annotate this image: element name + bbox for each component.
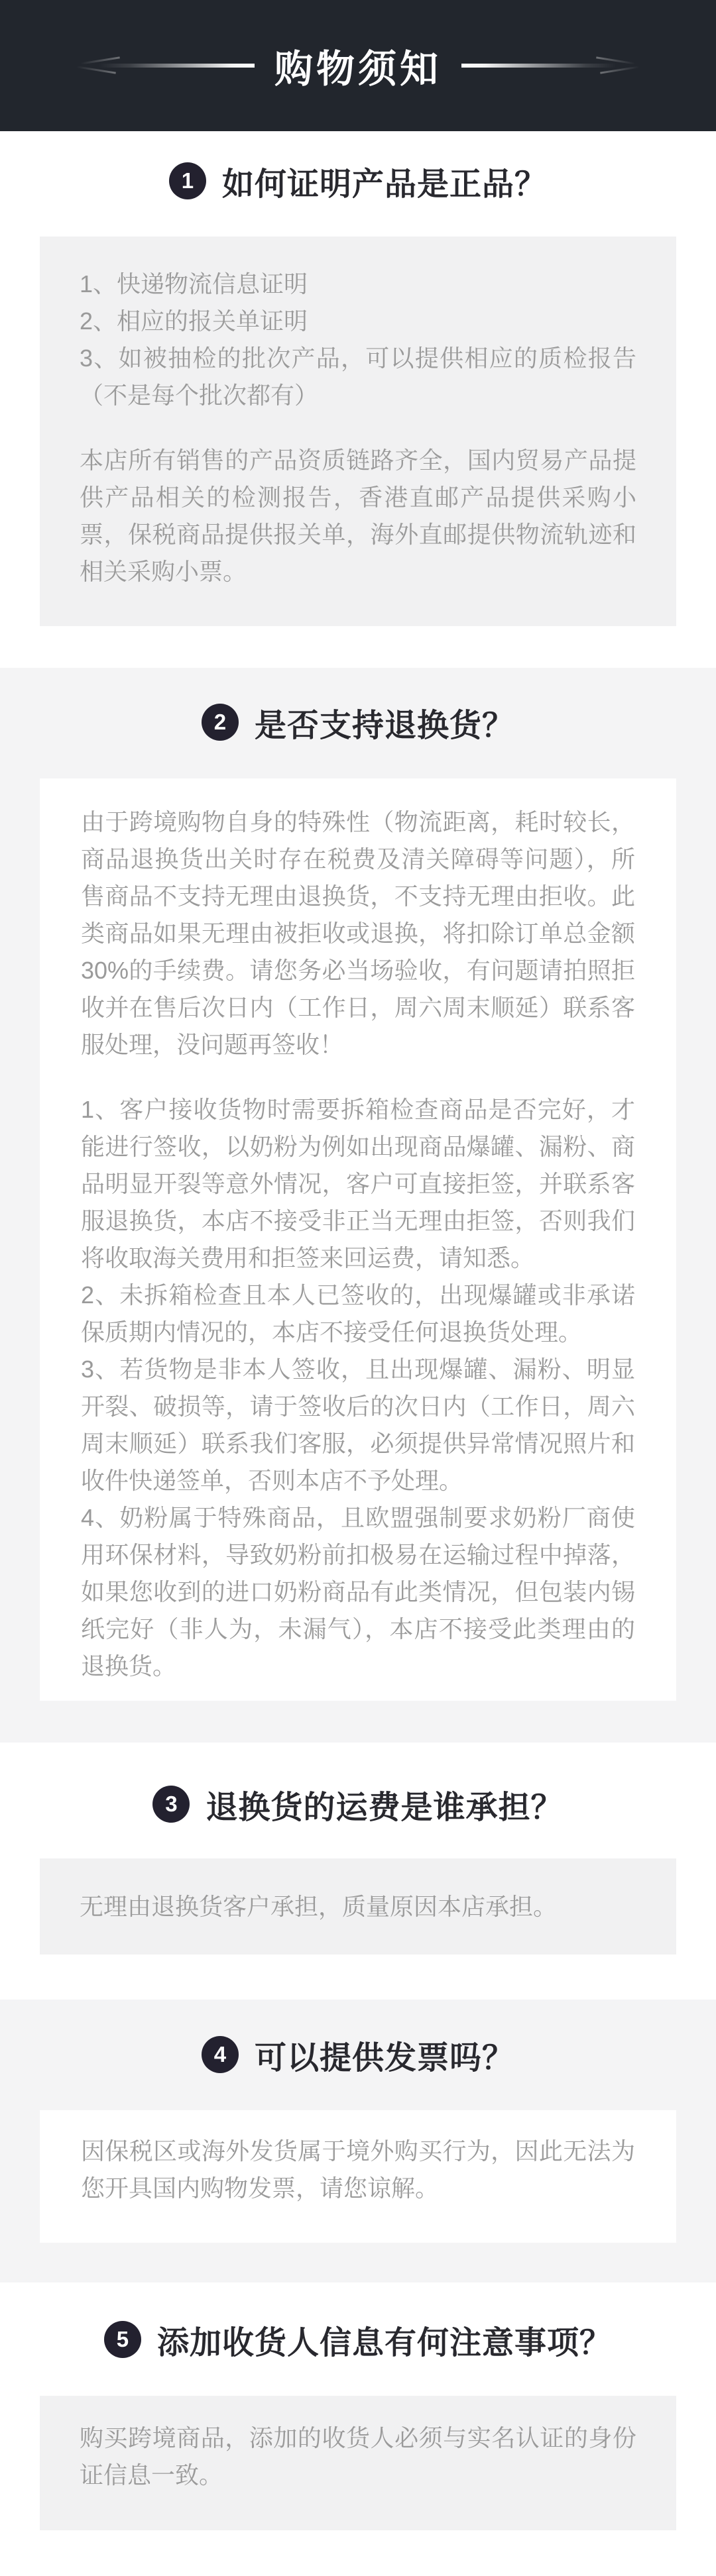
notice-text: 无理由退换货客户承担，质量原因本店承担。	[80, 1892, 558, 1920]
section-1-content-box	[40, 237, 676, 626]
notice-text: 因保税区或海外发货属于境外购买行为，因此无法为您开具国内购物发票，请您谅解。	[81, 2137, 635, 2202]
section-2-title: 是否支持退换货？	[254, 708, 514, 743]
section-1-title: 如何证明产品是正品？	[221, 166, 547, 202]
section-4-title: 可以提供发票吗？	[254, 2040, 514, 2076]
page-title: 购物须知	[274, 48, 442, 91]
section-3-title: 退换货的运费是谁承担？	[206, 1790, 564, 1825]
section-2-heading	[0, 703, 716, 741]
section-2-content-box	[40, 778, 676, 1701]
section-3-content-box	[40, 1858, 676, 1955]
section-4-heading	[0, 2035, 716, 2074]
number-badge-icon: 1	[169, 162, 206, 199]
section-5-heading	[0, 2320, 716, 2359]
number-badge-icon: 5	[104, 2321, 141, 2358]
section-5-content-box	[40, 2396, 676, 2530]
number-badge-icon: 3	[152, 1786, 190, 1823]
notice-text: 3、若货物是非本人签收，且出现爆罐、漏粉、明显开裂、破损等，请于签收后的次日内（工作日，周六周末顺延）联系我们客服，必须提供异常情况照片和收件快递签单，否则本店不予处理。	[81, 1356, 635, 1494]
number-badge-icon: 2	[202, 704, 239, 741]
section-4-content-box	[40, 2110, 676, 2243]
notice-text: 本店所有销售的产品资质链路齐全，国内贸易产品提供产品相关的检测报告，香港直邮产品提供采购小票，保税商品提供报关单，海外直邮提供物流轨迹和相关采购小票。	[80, 447, 636, 585]
section-5-title: 添加收货人信息有何注意事项？	[156, 2325, 612, 2361]
right-decorative-line-icon	[461, 62, 617, 69]
left-decorative-line-icon	[99, 62, 255, 69]
number-badge-icon: 4	[202, 2036, 239, 2073]
notice-text: 3、如被抽检的批次产品，可以提供相应的质检报告（不是每个批次都有）	[80, 345, 636, 409]
notice-text: 1、快递物流信息证明	[80, 270, 308, 297]
section-1-heading	[0, 162, 716, 200]
page-header	[0, 0, 716, 131]
notice-text: 4、奶粉属于特殊商品，且欧盟强制要求奶粉厂商使用环保材料，导致奶粉前扣极易在运输过程中掉落，如果您收到的进口奶粉商品有此类情况，但包装内锡纸完好（非人为，未漏气），本店不接受此类理由的退换货。	[81, 1504, 635, 1680]
notice-text: 由于跨境购物自身的特殊性（物流距离，耗时较长，商品退换货出关时存在税费及清关障碍等问题），所售商品不支持无理由退换货，不支持无理由拒收。此类商品如果无理由被拒收或退换，将扣除订单总金额30%的手续费。请您务必当场验收，有问题请拍照拒收并在售后次日内（工作日，周六周末顺延）联系客服处理，没问题再签收！	[81, 808, 635, 1058]
notice-text: 2、未拆箱检查且本人已签收的，出现爆罐或非承诺保质期内情况的，本店不接受任何退换货处理。	[81, 1281, 635, 1346]
notice-text: 2、相应的报关单证明	[80, 307, 308, 335]
notice-text: 购买跨境商品，添加的收货人必须与实名认证的身份证信息一致。	[80, 2424, 636, 2489]
notice-text: 1、客户接收货物时需要拆箱检查商品是否完好，才能进行签收，以奶粉为例如出现商品爆罐、漏粉、商品明显开裂等意外情况，客户可直接拒签，并联系客服退换货，本店不接受非正当无理由拒签，否则我们将收取海关费用和拒签来回运费，请知悉。	[81, 1096, 635, 1271]
section-3-heading	[0, 1785, 716, 1823]
